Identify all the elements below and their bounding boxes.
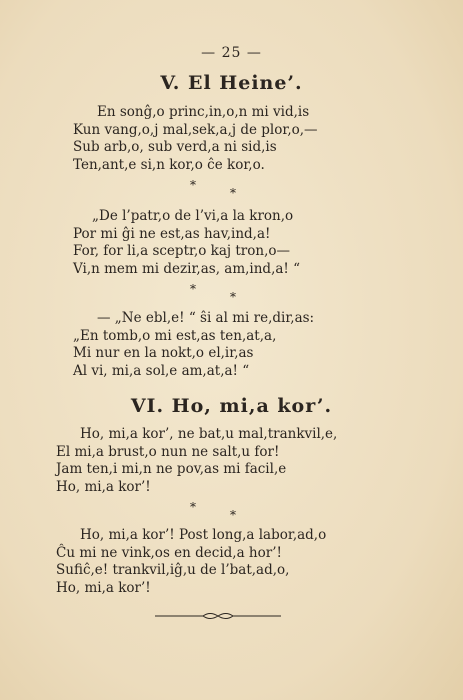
verse-line: For, for li,a sceptr,o kaj tron,o— (73, 243, 290, 259)
stanza-3 (0, 310, 463, 380)
verse-line: Kun vang,o,j mal,sek,a,j de plor,o,— (73, 121, 318, 138)
stanza-4 (0, 426, 463, 496)
asterisk: * (230, 508, 236, 522)
verse-line: Sufiĉ,e! trankvil,iĝ,u de l’bat,ad,o, (56, 562, 290, 578)
stanza-1 (0, 104, 463, 174)
verse-line: Ten,ant,e si,n kor,o ĉe kor,o. (73, 156, 265, 173)
end-ornament (153, 610, 283, 622)
poem-title-heine: V. El Heine’. (160, 72, 303, 94)
poem-title-kor: VI. Ho, mi,a kor’. (130, 395, 333, 417)
verse-line: Ho, mi,a kor’! (56, 579, 151, 596)
asterisk: * (190, 500, 196, 514)
verse-line: Ho, mi,a kor’, ne bat,u mal,trankvil,e, (80, 426, 338, 442)
asterisk: * (230, 290, 236, 304)
verse-line: — „Ne ebl,e! “ ŝi al mi re,dir,as: (97, 310, 315, 326)
verse-line: Ĉu mi ne vink,os en decid,a hor’! (56, 544, 282, 561)
verse-line: Mi nur en la nokt,o el,ir,as (73, 345, 254, 361)
page-number: — 25 — (201, 45, 262, 61)
verse-line: „En tomb,o mi est,as ten,at,a, (73, 327, 277, 344)
stanza-5 (0, 527, 463, 597)
verse-line: El mi,a brust,o nun ne salt,u for! (56, 443, 280, 460)
stanza-2 (0, 208, 463, 278)
asterisk: * (190, 282, 196, 296)
verse-line: En sonĝ,o princ,in,o,n mi vid,is (97, 104, 310, 120)
verse-line: „De l’patr,o de l’vi,a la kron,o (92, 208, 294, 224)
verse-line: Al vi, mi,a sol,e am,at,a! “ (73, 362, 250, 379)
verse-line: Ho, mi,a kor’! (56, 478, 151, 495)
verse-line: Sub arb,o, sub verd,a ni sid,is (73, 139, 277, 155)
asterisk: * (230, 186, 236, 200)
asterisk: * (190, 178, 196, 192)
verse-line: Ho, mi,a kor’! Post long,a labor,ad,o (80, 527, 327, 543)
verse-line: Vi,n mem mi dezir,as, am,ind,a! “ (73, 260, 301, 277)
verse-line: Por mi ĝi ne est,as hav,ind,a! (73, 225, 271, 242)
verse-line: Jam ten,i mi,n ne pov,as mi facil,e (56, 461, 287, 477)
